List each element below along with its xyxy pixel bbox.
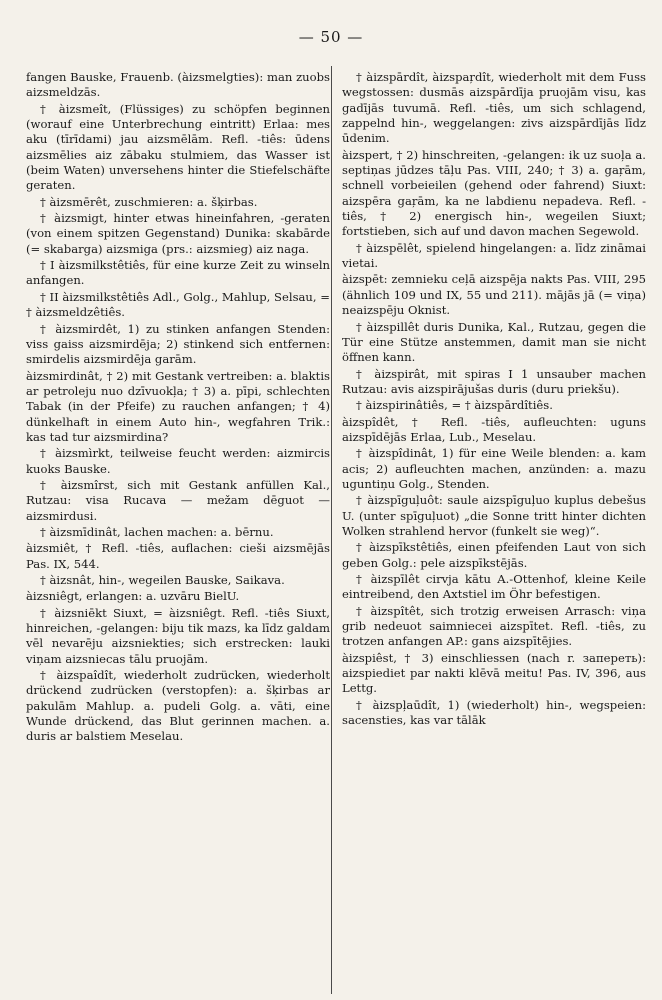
right-column	[342, 70, 646, 729]
entry-aizspet: àizspēt: zemnieku ceļā aizspēja nakts Pas. VIII, 295 (ähnlich 109 und IX, 55 und 211). mājās jā (= viņa) neaizspēju Oknist.	[342, 272, 646, 318]
page-number: — 50 —	[298, 28, 364, 46]
entry-aizspirinaties: † àizspirinâtiês, = † àizspārdîtiês.	[356, 398, 553, 413]
entry-aizspiksteties: † àizspīkstêtiês, einen pfeifenden Laut von sich geben Golg.: pele aizspīkstējās.	[342, 540, 646, 570]
entry-continuation: fangen Bauske, Frauenb. (àizsmelgties): man zuobs aizsmeldzās.	[26, 70, 330, 100]
entry-aizsmeret: † àizsmērêt, zuschmieren: a. šķirbas.	[40, 194, 258, 209]
entry-aizspillet: † àizspillêt duris Dunika, Kal., Rutzau, gegen die Tür eine Stütze anstemmen, damit man sie nicht öffnen kann.	[342, 319, 646, 365]
entry-aizsmirdet: † àizsmirdêt, 1) zu stinken anfangen Stenden: viss gaiss aizsmirdēja; 2) stinkend sich entfernen: smirdelis aizsmirdēja garām.	[26, 321, 330, 367]
entry-aizsmirdinat: àizsmirdinât, † 2) mit Gestank vertreiben: a. blaktis ar petroleju nuo dzīvuokļa; † 3) a. pīpi, schlechten Tabak (in der Pfeife) zu rauchen anfangen; † 4) dünkelhaft in einem Auto hin-, wegfahren Trik.: kas tad tur aizsmirdina?	[26, 368, 330, 444]
entry-aizspigulot: † àizspīguļuôt: saule aizspīguļuo kuplus debešus U. (unter spīguļuot) „die Sonne tritt hinter dichten Wolken strahlend hervor (funkelt sie weg)“.	[342, 493, 646, 538]
entry-aizsmiet: àizsmiêt, † Refl. -tiês, auflachen: cieši aizsmējās Pas. IX, 544.	[26, 541, 330, 571]
entry-aizsmirst: † àizsmîrst, sich mit Gestank anfüllen Kal., Rutzau: visa Rucava — mežam dēguot — aizsmirdusi.	[26, 477, 330, 523]
entry-aizsmigt: † àizsmigt, hinter etwas hineinfahren, -geraten (von einem spitzen Gegenstand) Dunika: skabārde (= skabarga) aizsmiga (prs.: aizsmieg) aiz naga.	[26, 211, 330, 256]
entry-aizsmilksteties-1: † I àizsmilkstêtiês, für eine kurze Zeit zu winseln anfangen.	[26, 258, 330, 288]
entry-aizspiest: àizspiêst, † 3) einschliessen (nach r. запереть): aizspiediet par nakti klēvā meitu! Pas. IV, 396, aus Lettg.	[342, 650, 646, 696]
entry-aizsmelt: † àizsmeît, (Flüssiges) zu schöpfen beginnen (worauf eine Unterbrechung eintritt) Erlaa: mes aku (tīrīdami) jau aizsmēlām. Refl. -tiês: ūdens aizsmēlies aiz zābaku stulmiem, das Wasser ist (beim Waten) unversehens hinter die Stiefelschäfte geraten.	[26, 101, 330, 193]
entry-aizspardit: † àizspārdît, àizspaŗdît, wiederholt mit dem Fuss wegstossen: dusmās aizspārdīja pruojām visu, kas gadījās tuvumā. Refl. -tiês, um sich schlagend, zappelnd hin-, weggelangen: zivs aizspārdījās līdz ūdenim.	[342, 70, 646, 146]
entry-aizspitet: † àizspîtêt, sich trotzig erweisen Arrasch: viņa grib nedeuot saimniecei aizspītet. Refl. -tiês, zu trotzen anfangen AP.: gans aizspītējies.	[342, 603, 646, 649]
entry-aizsmirkt: † àizsmìrkt, teilweise feucht werden: aizmircis kuoks Bauske.	[26, 446, 330, 476]
entry-aizsmidinat: † àizsmīdinât, lachen machen: a. bērnu.	[40, 524, 274, 539]
entry-aizspert: àizspert, † 2) hinschreiten, -gelangen: ik uz suoļa a. septiņas jūdzes tāļu Pas. VIII, 240; † 3) a. gaŗām, schnell vorbeieilen (gehend oder fahrend) Siuxt: aizspēra gaŗām, ka ne labdienu nepadeva. Refl. -tiês, † 2) energisch hin-, wegeilen Siuxt; fortstieben, sich auf und davon machen Segewold.	[342, 147, 646, 239]
entry-aizspidet: àizspîdêt, † Refl. -tiês, aufleuchten: uguns aizspīdējās Erlaa, Lub., Meselau.	[342, 414, 646, 444]
entry-aizspladit: † àizspļaūdît, 1) (wiederholt) hin-, wegspeien: sacensties, kas var tālāk	[342, 697, 646, 728]
entry-aizspaidit: † àizspaîdît, wiederholt zudrücken, wiederholt drückend zudrücken (verstopfen): a. šķirbas ar pakulām Mahlup. a. pudeli Golg. a. vāti, eine Wunde drückend, das Blut gerinnen machen. a. duris ar balstiem Meselau.	[26, 668, 330, 744]
entry-aizspilet: † àizspīlêt cirvja kātu A.-Ottenhof, kleine Keile eintreibend, den Axtstiel im Öhr befestigen.	[342, 572, 646, 602]
entry-aizspidinat: † àizspîdinât, 1) für eine Weile blenden: a. kam acis; 2) aufleuchten machen, anzünden: a. mazu uguntiņu Golg., Stenden.	[342, 446, 646, 491]
entry-aizsnat: † àizsnât, hin-, wegeilen Bauske, Saikava.	[40, 573, 285, 587]
left-column	[26, 70, 330, 746]
entry-aizspirat: † àizspirât, mit spiras I 1 unsauber machen Rutzau: avis aizspirājušas duris (duru priekšu).	[342, 366, 646, 396]
entry-aizspelet: † àizspēlêt, spielend hingelangen: a. līdz zināmai vietai.	[342, 240, 646, 271]
column-divider	[331, 66, 332, 994]
entry-aizsniekt: † àizsniēkt Siuxt, = àizsniêgt. Refl. -tiês Siuxt, hinreichen, -gelangen: biju tik mazs, ka līdz galdam vēl nevarēju aizsniekties; sich erstrecken: lauki viņam aizsniecas tālu pruojām.	[26, 605, 330, 666]
entry-aizsniegt: àizsniêgt, erlangen: a. uzvāru BielU.	[26, 589, 240, 604]
entry-aizsmilksteties-2: † II àizsmilkstêtiês Adl., Golg., Mahlup, Selsau, = † àizsmeldzêtiês.	[26, 289, 330, 320]
